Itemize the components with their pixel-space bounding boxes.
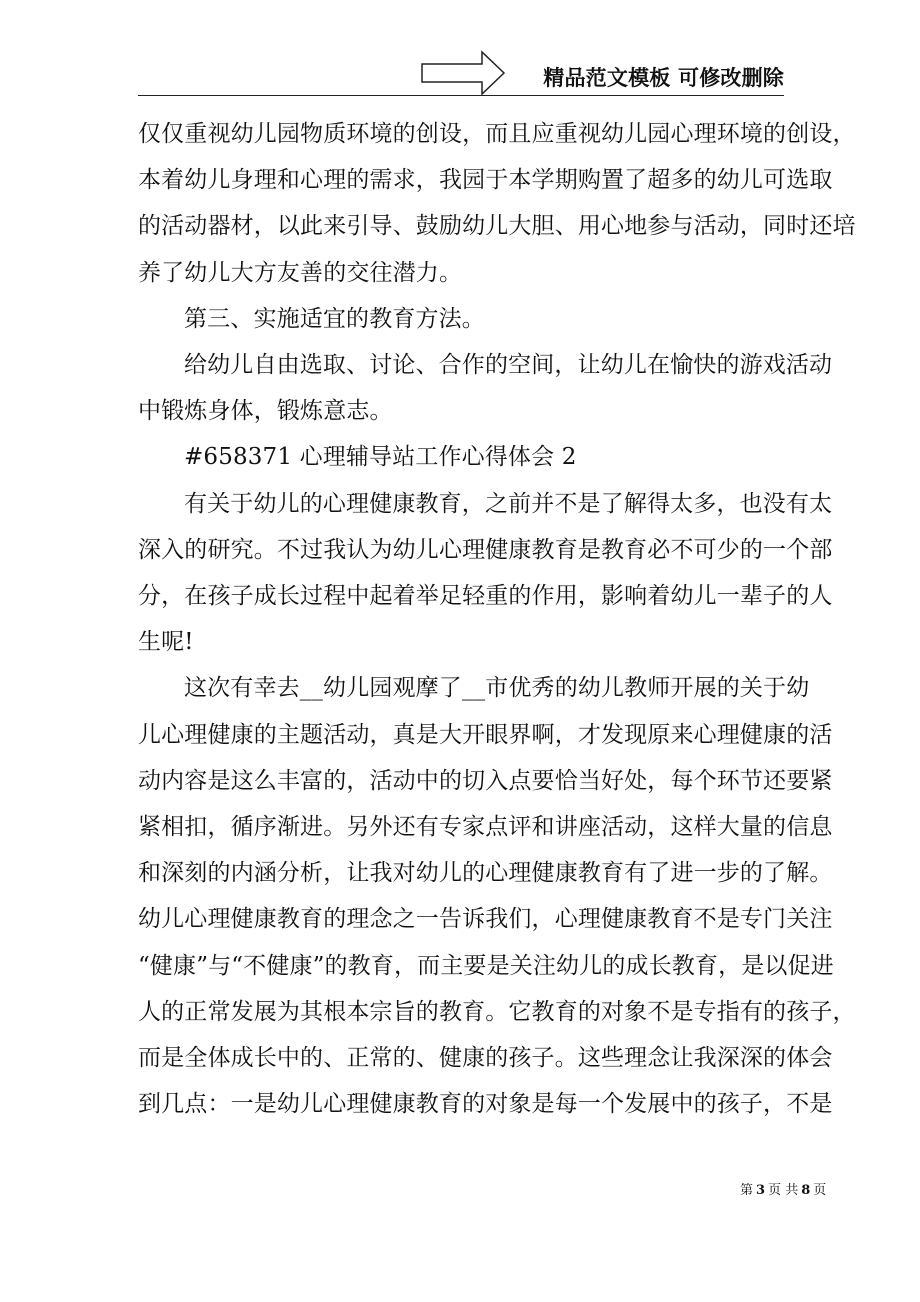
paragraph-1 bbox=[138, 111, 856, 296]
page-header bbox=[138, 50, 784, 98]
document-body bbox=[138, 111, 856, 1127]
text-line: 这次有幸去__幼儿园观摩了__市优秀的幼儿教师开展的关于幼 bbox=[184, 675, 810, 702]
text-line: 分，在孩子成长过程中起着举足轻重的作用，影响着幼儿一辈子的人 bbox=[138, 583, 833, 610]
text-line: 给幼儿自由选取、讨论、合作的空间，让幼儿在愉快的游戏活动 bbox=[184, 352, 833, 379]
text-line: 而是全体成长中的、正常的、健康的孩子。这些理念让我深深的体会 bbox=[138, 1045, 833, 1072]
current-page-number: 3 bbox=[756, 1183, 766, 1198]
text-line: 有关于幼儿的心理健康教育，之前并不是了解得太多，也没有太 bbox=[184, 490, 833, 517]
text-line: #658371 心理辅导站工作心得体会 2 bbox=[184, 444, 577, 471]
total-page-number: 8 bbox=[801, 1183, 811, 1198]
text-line: 人的正常发展为其根本宗旨的教育。它教育的对象不是专指有的孩子， bbox=[138, 998, 856, 1025]
text-line: 的活动器材，以此来引导、鼓励幼儿大胆、用心地参与活动，同时还培 bbox=[138, 213, 856, 240]
text-line: 生呢! bbox=[138, 629, 194, 656]
text-line: 动内容是这么丰富的，活动中的切入点要恰当好处，每个环节还要紧 bbox=[138, 767, 833, 794]
text-line: 仅仅重视幼儿园物质环境的创设，而且应重视幼儿园心理环境的创设， bbox=[138, 121, 856, 147]
paragraph-5 bbox=[138, 665, 856, 1127]
text-line: 深入的研究。不过我认为幼儿心理健康教育是教育必不可少的一个部 bbox=[138, 536, 833, 563]
text-line: “健康”与“不健康”的教育，而主要是关注幼儿的成长教育，是以促进 bbox=[138, 952, 834, 979]
text-line: 到几点：一是幼儿心理健康教育的对象是每一个发展中的孩子，不是 bbox=[138, 1091, 833, 1118]
paragraph-3 bbox=[138, 342, 833, 434]
text-line: 和深刻的内涵分析，让我对幼儿的心理健康教育有了进一步的了解。 bbox=[138, 860, 833, 887]
header-divider bbox=[138, 95, 784, 96]
section-heading bbox=[138, 434, 788, 480]
header-title: 精品范文模板 可修改删除 bbox=[543, 66, 784, 90]
footer-middle: 页 共 bbox=[768, 1183, 799, 1198]
text-line: 本着幼儿身理和心理的需求，我园于本学期购置了超多的幼儿可选取 bbox=[138, 167, 833, 194]
paragraph-4 bbox=[138, 481, 833, 666]
footer-prefix: 第 bbox=[740, 1183, 754, 1198]
right-arrow-icon bbox=[420, 50, 506, 96]
text-line: 第三、实施适宜的教育方法。 bbox=[184, 305, 485, 332]
footer-suffix: 页 bbox=[813, 1183, 827, 1198]
text-line: 中锻炼身体，锻炼意志。 bbox=[138, 398, 393, 425]
paragraph-2 bbox=[138, 296, 788, 342]
text-line: 紧相扣，循序渐进。另外还有专家点评和讲座活动，这样大量的信息 bbox=[138, 814, 833, 841]
text-line: 儿心理健康的主题活动，真是大开眼界啊，才发现原来心理健康的活 bbox=[138, 721, 833, 748]
text-line: 幼儿心理健康教育的理念之一告诉我们，心理健康教育不是专门关注 bbox=[138, 906, 833, 933]
page-number-footer bbox=[740, 1181, 860, 1203]
text-line: 养了幼儿大方友善的交往潜力。 bbox=[138, 259, 463, 286]
